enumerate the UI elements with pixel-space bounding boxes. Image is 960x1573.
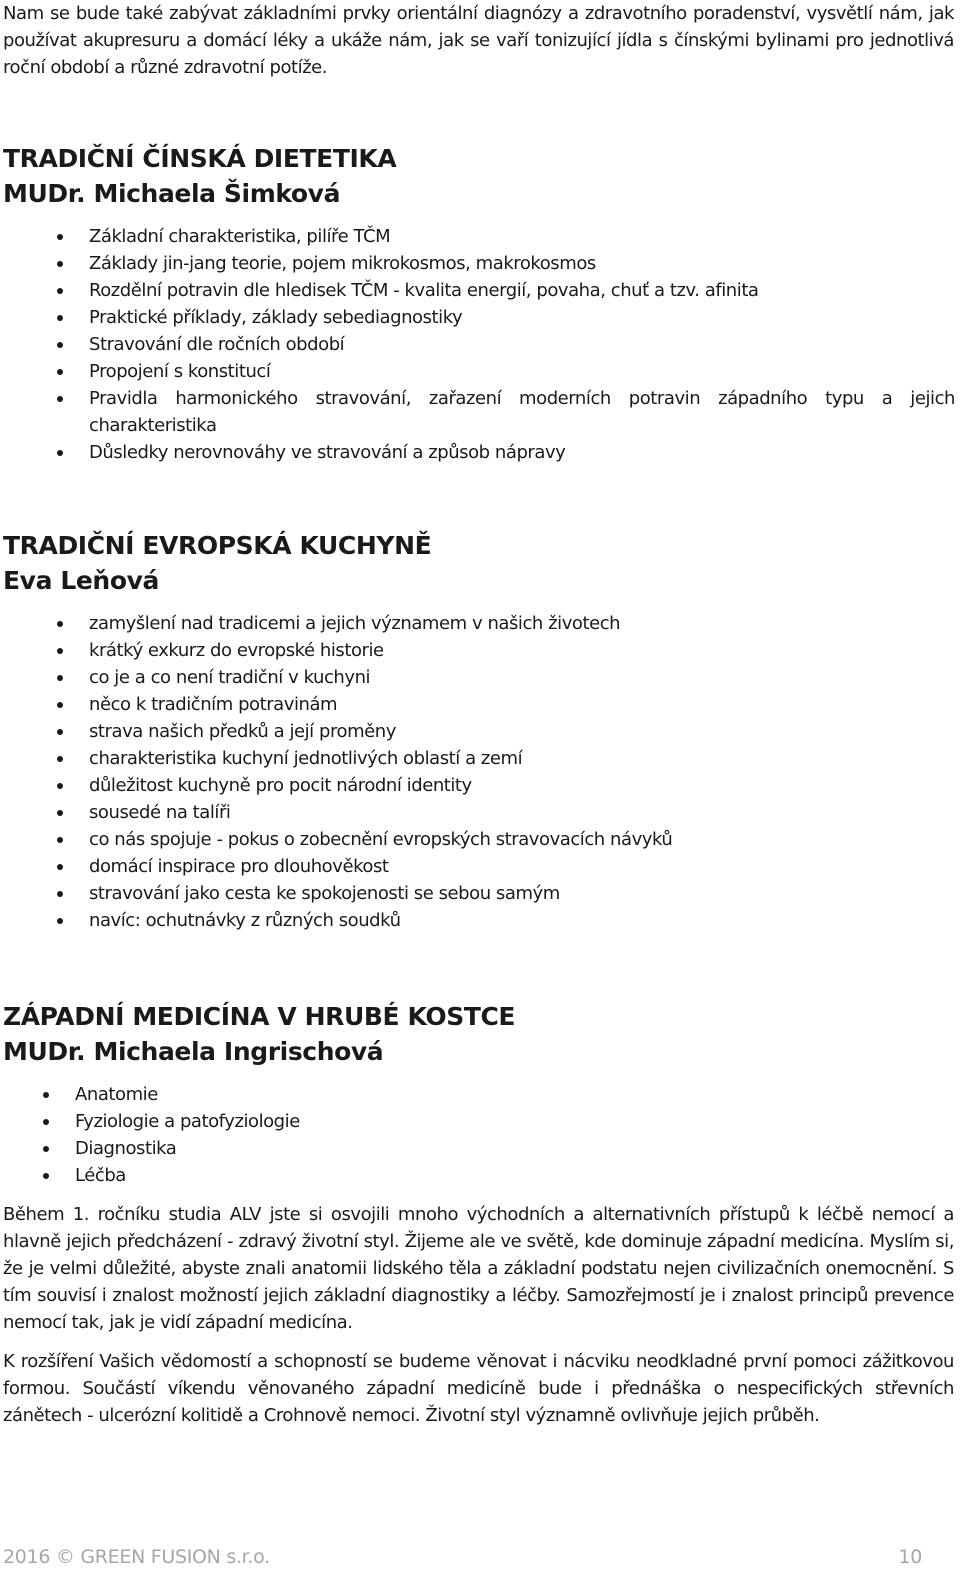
list-item: co nás spojuje - pokus o zobecnění evropských stravovacích návyků xyxy=(89,826,955,853)
list-item: krátký exkurz do evropské historie xyxy=(89,637,955,664)
list-item: Léčba xyxy=(75,1162,955,1189)
list-item: Pravidla harmonického stravování, zařazení moderních potravin západního typu a jejich charakteristika xyxy=(89,385,955,439)
list-chinese-dietetics xyxy=(89,223,955,466)
list-item: Důsledky nerovnováhy ve stravování a způsob nápravy xyxy=(89,439,955,466)
footer-copyright: 2016 © GREEN FUSION s.r.o. xyxy=(3,1546,270,1568)
western-medicine-paragraph-2: K rozšíření Vašich vědomostí a schopností se budeme věnovat i nácviku neodkladné první pomoci zážitkovou formou. Součástí víkendu věnovaného západní medicíně bude i přednáška o nespecifických střevních zánětech - ulcerózní kolitidě a Crohnově nemoci. Životní styl významně ovlivňuje jejich průběh. xyxy=(3,1351,954,1426)
list-item: Rozdělní potravin dle hledisek TČM - kvalita energií, povaha, chuť a tzv. afinita xyxy=(89,277,955,304)
list-item: navíc: ochutnávky z různých soudků xyxy=(89,907,955,934)
list-item: Základní charakteristika, pilíře TČM xyxy=(89,223,955,250)
western-medicine-paragraph-1: Během 1. ročníku studia ALV jste si osvojili mnoho východních a alternativních přístupů k léčbě nemocí a hlavně jejich předcházení - zdravý životní styl. Žijeme ale ve světě, kde dominuje západní medicína. Myslím si, že je velmi důležité, abyste znali anatomii lidského těla a základní podstatu nejen civilizačních onemocnění. S tím souvisí i znalost možností jejich základní diagnostiky a léčby. Samozřejmostí je i znalost principů prevence nemocí tak, jak je vidí západní medicína. xyxy=(3,1204,954,1333)
section-author-ingrischova: MUDr. Michaela Ingrischová xyxy=(3,1037,384,1066)
list-item: důležitost kuchyně pro pocit národní identity xyxy=(89,772,955,799)
section-title-western-medicine: ZÁPADNÍ MEDICÍNA V HRUBÉ KOSTCE xyxy=(3,1002,516,1031)
list-item: Propojení s konstitucí xyxy=(89,358,955,385)
list-european-cuisine xyxy=(89,610,955,934)
list-item: sousedé na talíři xyxy=(89,799,955,826)
section-author-simkova: MUDr. Michaela Šimková xyxy=(3,179,341,208)
page-number: 10 xyxy=(898,1546,922,1568)
list-item: domácí inspirace pro dlouhověkost xyxy=(89,853,955,880)
list-item: co je a co není tradiční v kuchyni xyxy=(89,664,955,691)
list-item: zamyšlení nad tradicemi a jejich významem v našich životech xyxy=(89,610,955,637)
intro-paragraph: Nam se bude také zabývat základními prvky orientální diagnózy a zdravotního poradenství, vysvětlí nám, jak používat akupresuru a domácí léky a ukáže nám, jak se vaří tonizující jídla s čínskými bylinami pro jednotlivá roční období a různé zdravotní potíže. xyxy=(3,3,954,78)
list-item: strava našich předků a její proměny xyxy=(89,718,955,745)
list-item: něco k tradičním potravinám xyxy=(89,691,955,718)
list-item: Fyziologie a patofyziologie xyxy=(75,1108,955,1135)
list-item: Anatomie xyxy=(75,1081,955,1108)
list-item: Diagnostika xyxy=(75,1135,955,1162)
section-author-lenova: Eva Leňová xyxy=(3,566,159,595)
list-western-medicine xyxy=(75,1081,955,1189)
section-title-chinese-dietetics: TRADIČNÍ ČÍNSKÁ DIETETIKA xyxy=(3,144,397,173)
list-item: charakteristika kuchyní jednotlivých oblastí a zemí xyxy=(89,745,955,772)
list-item: Základy jin-jang teorie, pojem mikrokosmos, makrokosmos xyxy=(89,250,955,277)
list-item: Stravování dle ročních období xyxy=(89,331,955,358)
section-title-european-cuisine: TRADIČNÍ EVROPSKÁ KUCHYNĚ xyxy=(3,531,432,560)
list-item: Praktické příklady, základy sebediagnostiky xyxy=(89,304,955,331)
list-item: stravování jako cesta ke spokojenosti se sebou samým xyxy=(89,880,955,907)
